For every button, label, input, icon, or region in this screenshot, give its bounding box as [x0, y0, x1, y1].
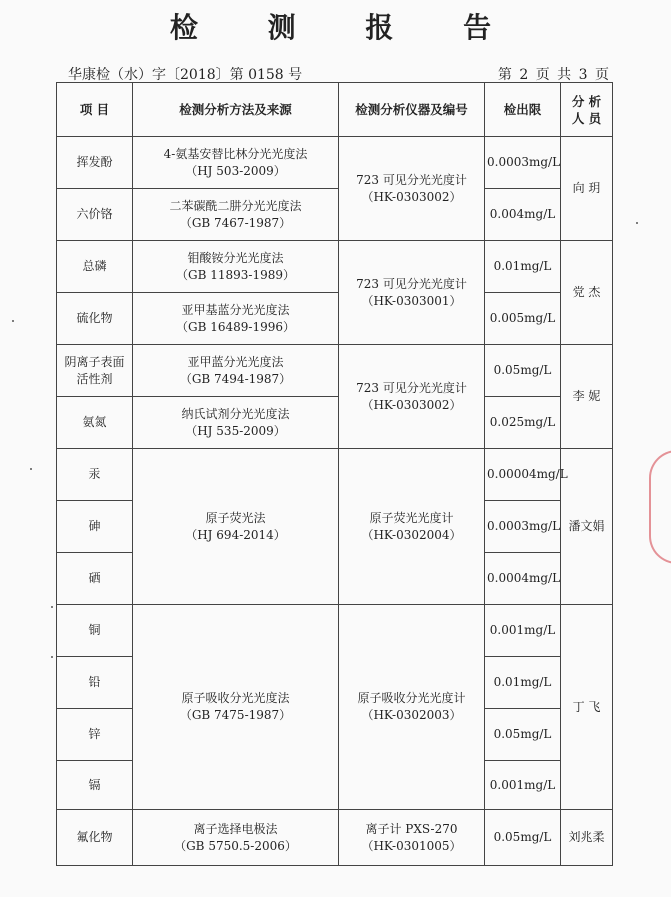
- table-row: [57, 137, 613, 189]
- limit-cell: 0.00004mg/L: [485, 449, 561, 501]
- item-cell: 六价铬: [57, 189, 133, 241]
- scan-speck: [30, 468, 32, 470]
- analyst-cell: 党 杰: [561, 241, 613, 345]
- analyst-cell: 潘文娟: [561, 449, 613, 605]
- table-row: [57, 810, 613, 866]
- method-cell: 纳氏试剂分光光度法 （HJ 535-2009）: [133, 397, 339, 449]
- item-cell: 硒: [57, 553, 133, 605]
- scan-speck: [636, 222, 638, 224]
- instrument-cell: 723 可见分光光度计 （HK-0303002）: [339, 345, 485, 449]
- header-item: 项 目: [57, 83, 133, 137]
- item-cell: 氨氮: [57, 397, 133, 449]
- instrument-cell: 原子吸收分光光度计 （HK-0302003）: [339, 605, 485, 810]
- method-cell: 离子选择电极法 （GB 5750.5-2006）: [133, 810, 339, 866]
- limit-cell: 0.01mg/L: [485, 241, 561, 293]
- limit-cell: 0.05mg/L: [485, 810, 561, 866]
- table-row: [57, 293, 613, 345]
- report-title: 检 测 报 告: [169, 11, 522, 44]
- scan-speck: [51, 656, 53, 658]
- table-row: [57, 345, 613, 397]
- instrument-cell: 原子荧光光度计 （HK-0302004）: [339, 449, 485, 605]
- red-seal-stamp: [649, 450, 671, 564]
- header-instrument: 检测分析仪器及编号: [339, 83, 485, 137]
- table-row: [57, 605, 613, 657]
- method-cell: 原子荧光法 （HJ 694-2014）: [133, 449, 339, 605]
- limit-cell: 0.005mg/L: [485, 293, 561, 345]
- limit-cell: 0.05mg/L: [485, 709, 561, 761]
- item-cell: 阴离子表面活性剂: [57, 345, 133, 397]
- item-cell: 铜: [57, 605, 133, 657]
- document-number: 华康检（水）字〔2018〕第 0158 号: [68, 67, 303, 83]
- item-cell: 锌: [57, 709, 133, 761]
- scan-speck: [12, 320, 14, 322]
- item-cell: 硫化物: [57, 293, 133, 345]
- instrument-cell: 离子计 PXS-270 （HK-0301005）: [339, 810, 485, 866]
- limit-cell: 0.001mg/L: [485, 605, 561, 657]
- table-row: [57, 241, 613, 293]
- limit-cell: 0.001mg/L: [485, 761, 561, 810]
- instrument-cell: 723 可见分光光度计 （HK-0303002）: [339, 137, 485, 241]
- page-indicator: 第 2 页 共 3 页: [497, 67, 609, 83]
- header-method: 检测分析方法及来源: [133, 83, 339, 137]
- analyst-cell: 李 妮: [561, 345, 613, 449]
- item-cell: 汞: [57, 449, 133, 501]
- method-cell: 亚甲蓝分光光度法 （GB 7494-1987）: [133, 345, 339, 397]
- item-cell: 铅: [57, 657, 133, 709]
- analyst-cell: 刘兆柔: [561, 810, 613, 866]
- header-analyst: 分 析 人 员: [561, 83, 613, 137]
- item-cell: 挥发酚: [57, 137, 133, 189]
- method-cell: 亚甲基蓝分光光度法 （GB 16489-1996）: [133, 293, 339, 345]
- method-cell: 钼酸铵分光光度法 （GB 11893-1989）: [133, 241, 339, 293]
- item-cell: 砷: [57, 501, 133, 553]
- limit-cell: 0.05mg/L: [485, 345, 561, 397]
- limit-cell: 0.004mg/L: [485, 189, 561, 241]
- limit-cell: 0.025mg/L: [485, 397, 561, 449]
- table-row: [57, 449, 613, 501]
- method-cell: 二苯碳酰二肼分光光度法 （GB 7467-1987）: [133, 189, 339, 241]
- analyst-cell: 向 玥: [561, 137, 613, 241]
- table-row: [57, 189, 613, 241]
- method-cell: 原子吸收分光光度法 （GB 7475-1987）: [133, 605, 339, 810]
- item-cell: 镉: [57, 761, 133, 810]
- item-cell: 氟化物: [57, 810, 133, 866]
- header-limit: 检出限: [485, 83, 561, 137]
- instrument-cell: 723 可见分光光度计 （HK-0303001）: [339, 241, 485, 345]
- method-cell: 4-氨基安替比林分光光度法 （HJ 503-2009）: [133, 137, 339, 189]
- test-method-table: [56, 82, 613, 866]
- limit-cell: 0.01mg/L: [485, 657, 561, 709]
- table-header-row: [57, 83, 613, 137]
- table-row: [57, 397, 613, 449]
- limit-cell: 0.0003mg/L: [485, 501, 561, 553]
- item-cell: 总磷: [57, 241, 133, 293]
- analyst-cell: 丁 飞: [561, 605, 613, 810]
- scan-speck: [51, 606, 53, 608]
- limit-cell: 0.0003mg/L: [485, 137, 561, 189]
- limit-cell: 0.0004mg/L: [485, 553, 561, 605]
